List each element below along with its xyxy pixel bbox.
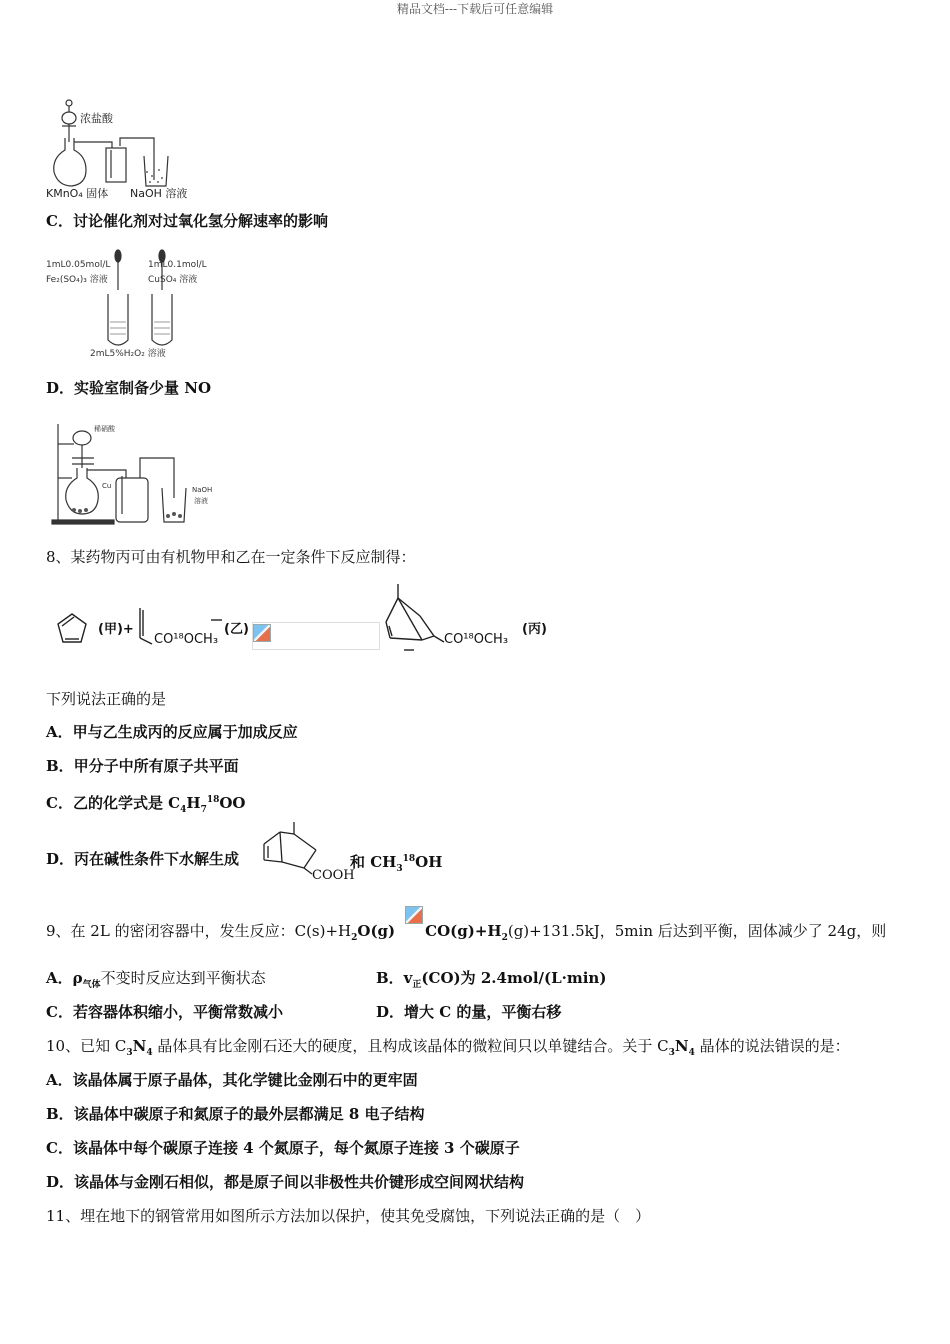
q9a-text-1: A．ρ (46, 969, 83, 987)
label-cu-conc: 1mL0.1mol/L (148, 260, 207, 270)
q9-option-a (46, 968, 266, 995)
ester-group-yi: CO¹⁸OCH₃ (154, 632, 219, 647)
q10-sub-3: 3 (668, 1048, 675, 1058)
label-cu-solution: CuSO₄ 溶液 (148, 275, 198, 285)
q8-option-a: A．甲与乙生成丙的反应属于加成反应 (46, 723, 298, 741)
q9-stem (46, 921, 886, 948)
q8c-text-1: C．乙的化学式是 C (46, 794, 181, 812)
q9a-sub: 气体 (82, 980, 101, 990)
q10-text-3: 晶体具有比金刚石还大的硬度，且构成该晶体的微粒间只以单键结合。关于 C (152, 1037, 669, 1055)
q8c-text-2: H (186, 794, 201, 812)
q10-text-2: N (132, 1037, 147, 1055)
q11-stem (46, 1206, 650, 1226)
label-fe-conc: 1mL0.05mol/L (46, 260, 111, 270)
q9b-text-2: (CO)为 2.4mol/(L·min) (421, 969, 607, 987)
label-naoh-2: 溶液 (194, 497, 208, 505)
ester-group-bing: CO¹⁸OCH₃ (444, 632, 509, 647)
q9-text-3: CO(g)+H (425, 922, 502, 940)
q8d-text-1: D．丙在碱性条件下水解生成 (46, 850, 240, 868)
label-bing: (丙) (522, 622, 547, 637)
q8d-tail (350, 849, 442, 879)
q8d-acid-structure (258, 820, 354, 884)
q8-reaction-scheme (46, 582, 566, 658)
q10-sub-4: 4 (688, 1048, 695, 1058)
q8-option-d (46, 849, 239, 869)
label-naoh-1: NaOH (192, 486, 213, 494)
option-d-label: D．实验室制备少量 NO (46, 379, 212, 397)
q8-option-b: B．甲分子中所有原子共平面 (46, 757, 239, 775)
q9b-sub: 正 (412, 980, 422, 990)
q10-option-a: A．该晶体属于原子晶体，其化学键比金刚石中的更牢固 (46, 1071, 418, 1089)
label-yi: (乙) (224, 622, 249, 637)
q9-sub-2: 2 (501, 933, 508, 943)
q9-text-2: O(g) (357, 922, 396, 940)
q8-stem-text: 8、某药物丙可由有机物甲和乙在一定条件下反应制得： (46, 548, 416, 566)
q10-sub-2: 4 (146, 1048, 153, 1058)
option-c-label: C．讨论催化剂对过氧化氢分解速率的影响 (46, 212, 328, 230)
q11-stem-text: 11、埋在地下的钢管常用如图所示方法加以保护，使其免受腐蚀，下列说法正确的是（ ） (46, 1207, 651, 1225)
q9-option-d: D．增大 C 的量，平衡右移 (376, 1003, 562, 1021)
q8c-sub-2: 7 (200, 805, 207, 815)
q10-text-1: 10、已知 C (46, 1037, 127, 1055)
label-naoh-solution: NaOH 溶液 (130, 187, 188, 200)
label-fe-solution: Fe₂(SO₄)₃ 溶液 (46, 275, 108, 285)
q10-sub-1: 3 (126, 1048, 133, 1058)
q8-stem (46, 547, 416, 567)
q10-text-5: 晶体的说法错误的是： (694, 1037, 850, 1055)
label-h2o2-solution: 2mL5%H₂O₂ 溶液 (90, 349, 166, 359)
q9b-text-1: B．v (376, 969, 413, 987)
q8c-sub-1: 4 (180, 805, 187, 815)
q9-option-b (376, 968, 606, 995)
reaction-arrow-placeholder (252, 622, 380, 650)
figure-chlorine-apparatus (44, 98, 204, 202)
q9-text-1: 9、在 2L 的密闭容器中，发生反应：C(s)+H (46, 922, 352, 940)
q8-question (46, 689, 166, 709)
page-header: 精品文档---下载后可任意编辑 (396, 2, 554, 16)
q8c-sup-1: 18 (206, 795, 220, 805)
carboxyl-label: COOH (312, 868, 355, 883)
label-kmno4-solid: KMnO₄ 固体 (46, 187, 109, 200)
q9a-text-2: 不变时反应达到平衡状态 (100, 969, 266, 987)
q8d-sup: 18 (402, 854, 416, 864)
q10-option-b: B．该晶体中碳原子和氮原子的最外层都满足 8 电子结构 (46, 1105, 425, 1123)
broken-equilibrium-arrow-icon (405, 906, 423, 924)
q10-text-4: N (674, 1037, 689, 1055)
q8-question-text: 下列说法正确的是 (46, 690, 167, 708)
q8d-text-2: 和 CH (350, 853, 397, 871)
q8c-text-3: OO (219, 794, 246, 812)
figure-no-apparatus (50, 418, 220, 528)
q9-option-c: C．若容器体积缩小，平衡常数减小 (46, 1003, 283, 1021)
label-dilute-nitric: 稀硝酸 (94, 425, 115, 433)
label-conc-hcl: 浓盐酸 (80, 112, 113, 125)
q10-option-c: C．该晶体中每个碳原子连接 4 个氮原子，每个氮原子连接 3 个碳原子 (46, 1139, 520, 1157)
q8d-text-3: OH (415, 853, 443, 871)
q10-option-d: D．该晶体与金刚石相似，都是原子间以非极性共价键形成空间网状结构 (46, 1173, 525, 1191)
q8d-sub: 3 (396, 864, 403, 874)
label-jia: (甲)+ (98, 622, 134, 637)
q9-text-4: (g)+131.5kJ，5min 后达到平衡，固体减少了 24g，则 (507, 922, 887, 940)
q9-sub-1: 2 (351, 933, 358, 943)
figure-catalyst-comparison (44, 244, 224, 362)
q10-stem (46, 1036, 850, 1063)
q8-option-c (46, 790, 246, 820)
no-apparatus-drawing (50, 418, 220, 528)
label-copper: Cu (102, 482, 112, 490)
